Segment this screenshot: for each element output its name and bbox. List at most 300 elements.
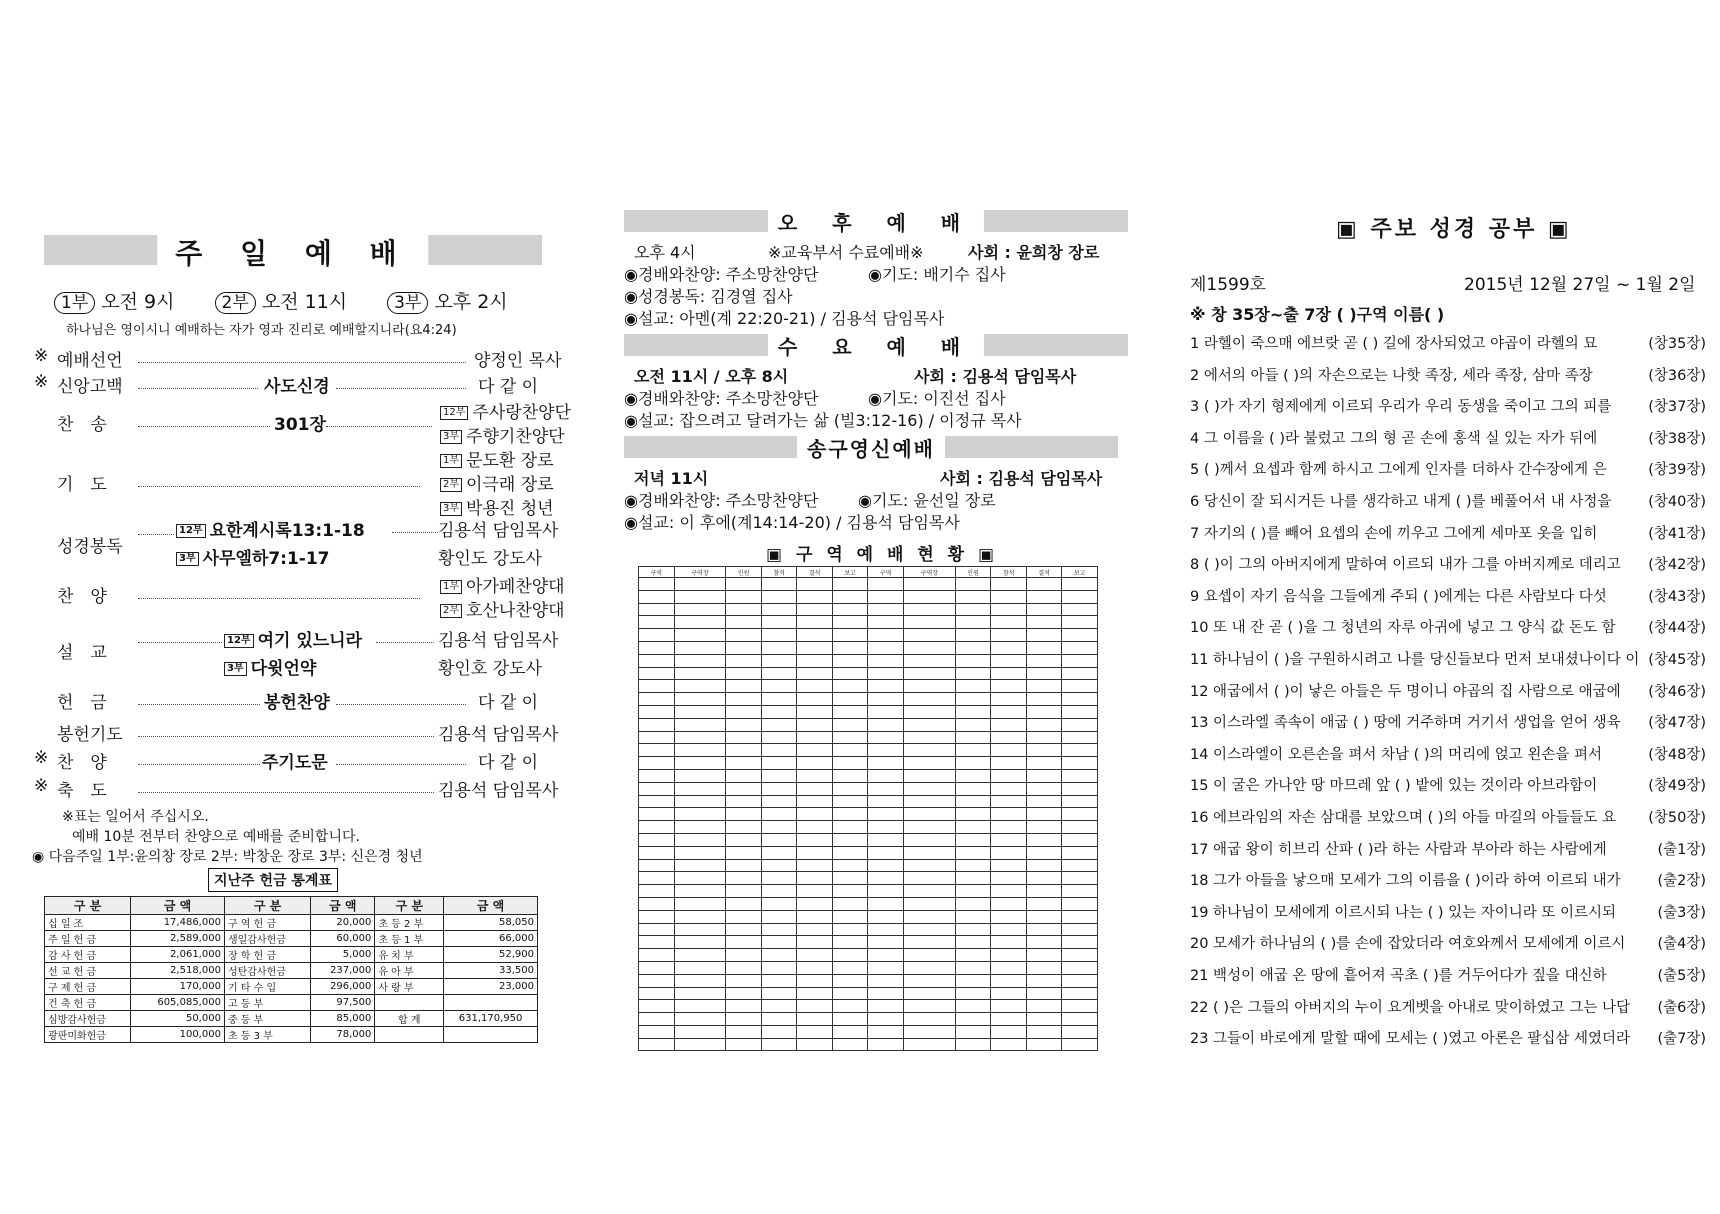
district-cell — [903, 859, 955, 872]
district-cell — [991, 974, 1027, 987]
district-cell — [1062, 693, 1098, 706]
question-ref: (창35장) — [1648, 336, 1706, 352]
offering-category — [375, 995, 444, 1011]
district-col-header: 보고 — [1062, 567, 1098, 578]
district-cell — [674, 629, 726, 642]
district-cell — [639, 961, 675, 974]
district-cell — [1062, 1025, 1098, 1038]
district-cell — [1026, 808, 1062, 821]
question-ref: (출3장) — [1657, 904, 1706, 921]
district-cell — [761, 846, 797, 859]
district-col-header: 보고 — [832, 567, 868, 578]
district-cell — [832, 603, 868, 616]
offering-category: 십 일 조 — [45, 915, 131, 931]
offering-category: 합 계 — [375, 1011, 444, 1027]
question-text: 3 ( )가 자기 형제에게 이르되 우리가 우리 동생을 죽이고 그의 피를 — [1190, 399, 1612, 416]
district-cell — [726, 590, 762, 603]
district-cell — [674, 974, 726, 987]
district-cell — [1026, 987, 1062, 1000]
study-range: ※ 창 35장~출 7장 ( )구역 이름( ) — [1190, 305, 1445, 324]
district-col-header: 참석 — [761, 567, 797, 578]
newyear-time: 저녁 11시 — [634, 469, 709, 488]
afternoon-time: 오후 4시 — [634, 243, 696, 262]
district-cell — [903, 885, 955, 898]
district-cell — [991, 667, 1027, 680]
district-cell — [1026, 949, 1062, 962]
district-cell — [868, 795, 904, 808]
leader-dots — [326, 426, 432, 427]
district-cell — [991, 641, 1027, 654]
prayer-leader-name: 문도환 장로 — [466, 451, 554, 471]
district-cell — [761, 744, 797, 757]
prayer-leader-name: 이극래 장로 — [466, 475, 554, 495]
question-item — [1190, 364, 1706, 385]
district-cell — [1062, 641, 1098, 654]
prayer-leader-1 — [440, 446, 554, 471]
district-cell — [761, 1038, 797, 1051]
district-cell — [674, 872, 726, 885]
offering-category: 초 등 3 부 — [224, 1027, 310, 1043]
part-tag: 12부 — [176, 524, 206, 538]
district-cell — [639, 885, 675, 898]
question-ref: (창47장) — [1648, 715, 1706, 732]
district-cell — [674, 731, 726, 744]
district-cell — [726, 846, 762, 859]
district-cell — [761, 731, 797, 744]
district-cell — [832, 821, 868, 834]
question-text: 22 ( )은 그들의 아버지의 누이 요게벳을 아내로 맞이하였고 그는 나답 — [1190, 999, 1631, 1016]
district-row — [639, 897, 1098, 910]
district-cell — [639, 1025, 675, 1038]
district-cell — [868, 744, 904, 757]
district-cell — [1062, 578, 1098, 591]
district-cell — [868, 910, 904, 923]
district-row — [639, 961, 1098, 974]
district-cell — [955, 718, 991, 731]
district-cell — [1026, 1013, 1062, 1026]
sunday-service-title: 주 일 예 배 — [157, 232, 428, 272]
district-col-header: 구역 — [868, 567, 904, 578]
offering-amount: 170,000 — [131, 979, 225, 995]
district-cell — [726, 872, 762, 885]
district-row — [639, 1013, 1098, 1026]
question-text: 6 당신이 잘 되시거든 나를 생각하고 내게 ( )를 베풀어서 내 사정을 — [1190, 494, 1612, 510]
district-cell — [1062, 603, 1098, 616]
district-cell — [955, 654, 991, 667]
district-cell — [761, 654, 797, 667]
district-cell — [1062, 987, 1098, 1000]
issue-date: 2015년 12월 27일 ~ 1월 2일 — [1464, 275, 1696, 295]
district-row — [639, 1038, 1098, 1051]
district-cell — [674, 718, 726, 731]
leader-dots — [138, 642, 222, 643]
district-cell — [1026, 1000, 1062, 1013]
offering-row — [45, 1011, 538, 1027]
district-cell — [1062, 1038, 1098, 1051]
district-cell — [761, 923, 797, 936]
district-row — [639, 833, 1098, 846]
district-cell — [868, 1013, 904, 1026]
district-cell — [868, 578, 904, 591]
district-cell — [674, 961, 726, 974]
district-cell — [1026, 769, 1062, 782]
district-cell — [761, 667, 797, 680]
part-tag: 1부 — [440, 580, 462, 594]
wednesday-praise: ◉경배와찬양: 주소망찬양단 — [624, 389, 819, 408]
district-cell — [639, 705, 675, 718]
district-cell — [1026, 846, 1062, 859]
district-cell — [991, 833, 1027, 846]
district-cell — [726, 949, 762, 962]
question-item — [1190, 996, 1706, 1017]
district-cell — [868, 897, 904, 910]
district-cell — [726, 974, 762, 987]
district-cell — [832, 782, 868, 795]
newyear-header — [624, 436, 1118, 461]
district-cell — [868, 974, 904, 987]
district-cell — [1026, 910, 1062, 923]
district-cell — [1026, 897, 1062, 910]
offering-amount: 296,000 — [311, 979, 375, 995]
offering-amount: 605,085,000 — [131, 995, 225, 1011]
question-ref: (출2장) — [1657, 873, 1706, 890]
question-item — [1190, 743, 1706, 764]
wednesday-time: 오전 11시 / 오후 8시 — [634, 367, 789, 386]
question-text: 14 이스라엘이 오른손을 펴서 차남 ( )의 머리에 얹고 왼손을 펴서 — [1190, 746, 1603, 763]
offering-col-header: 금 액 — [444, 897, 538, 915]
district-cell — [674, 667, 726, 680]
district-cell — [868, 1000, 904, 1013]
district-cell — [674, 910, 726, 923]
district-cell — [991, 808, 1027, 821]
question-text: 9 요셉이 자기 음식을 그들에게 주되 ( )에게는 다른 사람보다 다섯 — [1190, 588, 1607, 605]
district-cell — [674, 693, 726, 706]
district-cell — [726, 1013, 762, 1026]
district-col-header: 구역장 — [674, 567, 726, 578]
question-text: 20 모세가 하나님의 ( )를 손에 잡았더라 여호와께서 모세에게 이르시 — [1190, 936, 1626, 953]
district-cell — [674, 833, 726, 846]
district-cell — [903, 897, 955, 910]
offering-category: 장 학 헌 금 — [224, 947, 310, 963]
district-cell — [761, 680, 797, 693]
sermon-1 — [224, 626, 362, 651]
district-cell — [726, 859, 762, 872]
district-cell — [726, 744, 762, 757]
district-cell — [639, 641, 675, 654]
district-cell — [797, 885, 833, 898]
district-col-header: 결석 — [797, 567, 833, 578]
district-cell — [955, 1025, 991, 1038]
sermon-2 — [224, 654, 316, 679]
question-item — [1190, 964, 1706, 985]
district-cell — [832, 1013, 868, 1026]
offering-amount: 237,000 — [311, 963, 375, 979]
district-cell — [1062, 872, 1098, 885]
leader-dots — [138, 736, 434, 737]
stand-note: ※표는 일어서 주십시오. — [62, 809, 209, 825]
district-cell — [991, 590, 1027, 603]
district-cell — [726, 578, 762, 591]
district-cell — [726, 795, 762, 808]
order-offering-leader: 다 같 이 — [478, 693, 539, 713]
district-cell — [868, 757, 904, 770]
district-cell — [1026, 705, 1062, 718]
district-cell — [991, 731, 1027, 744]
district-cell — [868, 1025, 904, 1038]
question-item — [1190, 838, 1706, 859]
part-tag: 3부 — [176, 552, 199, 566]
district-cell — [991, 616, 1027, 629]
district-cell — [832, 590, 868, 603]
leader-dots — [138, 362, 466, 363]
district-cell — [1026, 936, 1062, 949]
district-cell — [639, 923, 675, 936]
district-cell — [955, 795, 991, 808]
district-cell — [674, 795, 726, 808]
district-cell — [726, 616, 762, 629]
district-cell — [797, 961, 833, 974]
district-cell — [674, 769, 726, 782]
district-cell — [639, 680, 675, 693]
district-cell — [868, 641, 904, 654]
offering-category: 사 랑 부 — [375, 979, 444, 995]
order-offprayer-leader: 김용석 담임목사 — [438, 725, 559, 745]
district-cell — [991, 885, 1027, 898]
district-cell — [639, 578, 675, 591]
district-row — [639, 680, 1098, 693]
district-cell — [955, 693, 991, 706]
wednesday-title: 수 요 예 배 — [768, 331, 984, 360]
offering-category — [375, 1027, 444, 1043]
district-cell — [903, 744, 955, 757]
district-cell — [639, 769, 675, 782]
district-cell — [955, 1013, 991, 1026]
offering-category: 초 등 2 부 — [375, 915, 444, 931]
order-anthem-label: 찬 양 — [57, 587, 107, 607]
district-cell — [761, 885, 797, 898]
district-cell — [761, 641, 797, 654]
district-cell — [674, 654, 726, 667]
district-cell — [674, 1013, 726, 1026]
district-cell — [761, 821, 797, 834]
offering-category: 초 등 1 부 — [375, 931, 444, 947]
district-cell — [832, 795, 868, 808]
district-cell — [832, 680, 868, 693]
service-badge-2: 2부 — [215, 292, 256, 314]
next-week-text: 다음주일 1부:윤의창 장로 2부: 박창운 장로 3부: 신은경 청년 — [48, 849, 423, 865]
question-ref: (창44장) — [1648, 620, 1706, 637]
district-cell — [797, 821, 833, 834]
district-cell — [1062, 705, 1098, 718]
order-reading-label: 성경봉독 — [57, 537, 123, 557]
district-cell — [868, 936, 904, 949]
district-cell — [991, 1000, 1027, 1013]
offering-amount: 17,486,000 — [131, 915, 225, 931]
prayer-leader-2 — [440, 470, 554, 495]
wednesday-prayer: ◉기도: 이진선 집사 — [868, 389, 1006, 408]
district-cell — [639, 757, 675, 770]
district-cell — [832, 961, 868, 974]
district-cell — [797, 731, 833, 744]
district-cell — [991, 1013, 1027, 1026]
afternoon-header — [624, 210, 1128, 235]
district-cell — [639, 782, 675, 795]
offering-category: 선 교 헌 금 — [45, 963, 131, 979]
offering-amount: 2,061,000 — [131, 947, 225, 963]
district-cell — [761, 1013, 797, 1026]
sermon-text: 여기 있느니라 — [257, 631, 363, 651]
question-item — [1190, 616, 1706, 637]
district-cell — [674, 859, 726, 872]
district-cell — [674, 949, 726, 962]
district-cell — [991, 757, 1027, 770]
district-cell — [832, 936, 868, 949]
district-row — [639, 1025, 1098, 1038]
afternoon-prayer: ◉기도: 배기수 집사 — [868, 265, 1006, 284]
question-text: 11 하나님이 ( )을 구원하시려고 나를 당신들보다 먼저 보내셨나이다 이 — [1190, 652, 1640, 668]
question-item — [1190, 901, 1706, 922]
district-cell — [991, 795, 1027, 808]
hymn-choir-1 — [440, 398, 571, 423]
district-row — [639, 859, 1098, 872]
question-text: 7 자기의 ( )를 빼어 요셉의 손에 끼우고 그에게 세마포 옷을 입히 — [1190, 525, 1598, 542]
district-cell — [1062, 833, 1098, 846]
district-cell — [903, 654, 955, 667]
district-cell — [903, 846, 955, 859]
district-cell — [797, 769, 833, 782]
district-cell — [903, 910, 955, 923]
district-cell — [761, 961, 797, 974]
district-cell — [955, 1000, 991, 1013]
district-cell — [903, 923, 955, 936]
district-cell — [832, 859, 868, 872]
part-tag: 3부 — [440, 502, 462, 516]
district-cell — [674, 641, 726, 654]
leader-dots — [138, 534, 174, 535]
district-cell — [761, 949, 797, 962]
reading-text: 사무엘하7:1-17 — [202, 549, 330, 569]
district-cell — [868, 833, 904, 846]
district-cell — [674, 603, 726, 616]
district-col-header: 결석 — [1026, 567, 1062, 578]
district-cell — [797, 616, 833, 629]
district-cell — [726, 603, 762, 616]
district-cell — [991, 910, 1027, 923]
district-cell — [726, 731, 762, 744]
district-cell — [726, 923, 762, 936]
district-cell — [761, 578, 797, 591]
offering-row — [45, 1027, 538, 1043]
district-cell — [868, 846, 904, 859]
district-cell — [955, 833, 991, 846]
leader-dots — [138, 388, 258, 389]
offering-col-header: 구 분 — [375, 897, 444, 915]
district-cell — [674, 1025, 726, 1038]
district-cell — [761, 910, 797, 923]
district-cell — [868, 885, 904, 898]
district-cell — [903, 961, 955, 974]
district-table — [638, 566, 1098, 1051]
district-cell — [639, 1000, 675, 1013]
district-cell — [832, 872, 868, 885]
district-cell — [797, 1025, 833, 1038]
district-cell — [639, 744, 675, 757]
district-cell — [761, 782, 797, 795]
district-cell — [761, 833, 797, 846]
district-cell — [991, 718, 1027, 731]
district-cell — [1062, 910, 1098, 923]
district-cell — [1062, 590, 1098, 603]
district-cell — [955, 1038, 991, 1051]
district-cell — [1062, 885, 1098, 898]
question-item — [1190, 869, 1706, 890]
wednesday-header — [624, 334, 1128, 359]
district-cell — [726, 885, 762, 898]
part-tag: 3부 — [224, 662, 247, 676]
offering-amount: 58,050 — [444, 915, 538, 931]
order-offering-label: 헌 금 — [57, 693, 107, 713]
district-row — [639, 936, 1098, 949]
leader-dots — [138, 704, 260, 705]
order-creed-leader: 다 같 이 — [478, 377, 539, 397]
order-sermon-label: 설 교 — [57, 643, 107, 663]
district-cell — [991, 769, 1027, 782]
district-cell — [726, 680, 762, 693]
offering-title: 지난주 헌금 통계표 — [208, 868, 338, 892]
district-cell — [868, 731, 904, 744]
district-cell — [797, 680, 833, 693]
district-cell — [1026, 718, 1062, 731]
afternoon-host: 사회 : 윤희창 장로 — [968, 243, 1100, 262]
district-cell — [832, 846, 868, 859]
district-cell — [797, 693, 833, 706]
district-row — [639, 949, 1098, 962]
order-bless-label: 축 도 — [57, 781, 107, 801]
offering-category: 유 아 부 — [375, 963, 444, 979]
question-text: 8 ( )이 그의 아버지에게 말하여 이르되 내가 그를 아버지께로 데리고 — [1190, 557, 1621, 574]
order-offprayer-label: 봉헌기도 — [57, 725, 123, 745]
district-cell — [991, 846, 1027, 859]
district-cell — [1062, 897, 1098, 910]
order-offering-center: 봉헌찬양 — [264, 693, 330, 713]
district-cell — [903, 769, 955, 782]
district-cell — [726, 897, 762, 910]
district-row — [639, 578, 1098, 591]
district-cell — [868, 821, 904, 834]
offering-amount — [444, 1027, 538, 1043]
district-cell — [868, 616, 904, 629]
district-cell — [1026, 859, 1062, 872]
district-cell — [1026, 629, 1062, 642]
district-cell — [832, 757, 868, 770]
reading-1 — [176, 516, 365, 541]
district-cell — [674, 897, 726, 910]
district-cell — [1026, 885, 1062, 898]
district-cell — [674, 1038, 726, 1051]
district-cell — [726, 705, 762, 718]
district-cell — [639, 590, 675, 603]
offering-category: 감 사 헌 금 — [45, 947, 131, 963]
question-ref: (창50장) — [1648, 810, 1706, 826]
question-item — [1190, 490, 1706, 511]
district-cell — [832, 641, 868, 654]
district-cell — [1026, 923, 1062, 936]
district-cell — [903, 974, 955, 987]
anthem-choir-2 — [440, 596, 565, 621]
service-badge-1: 1부 — [54, 292, 95, 314]
district-cell — [903, 680, 955, 693]
sunday-service-header — [44, 235, 542, 270]
